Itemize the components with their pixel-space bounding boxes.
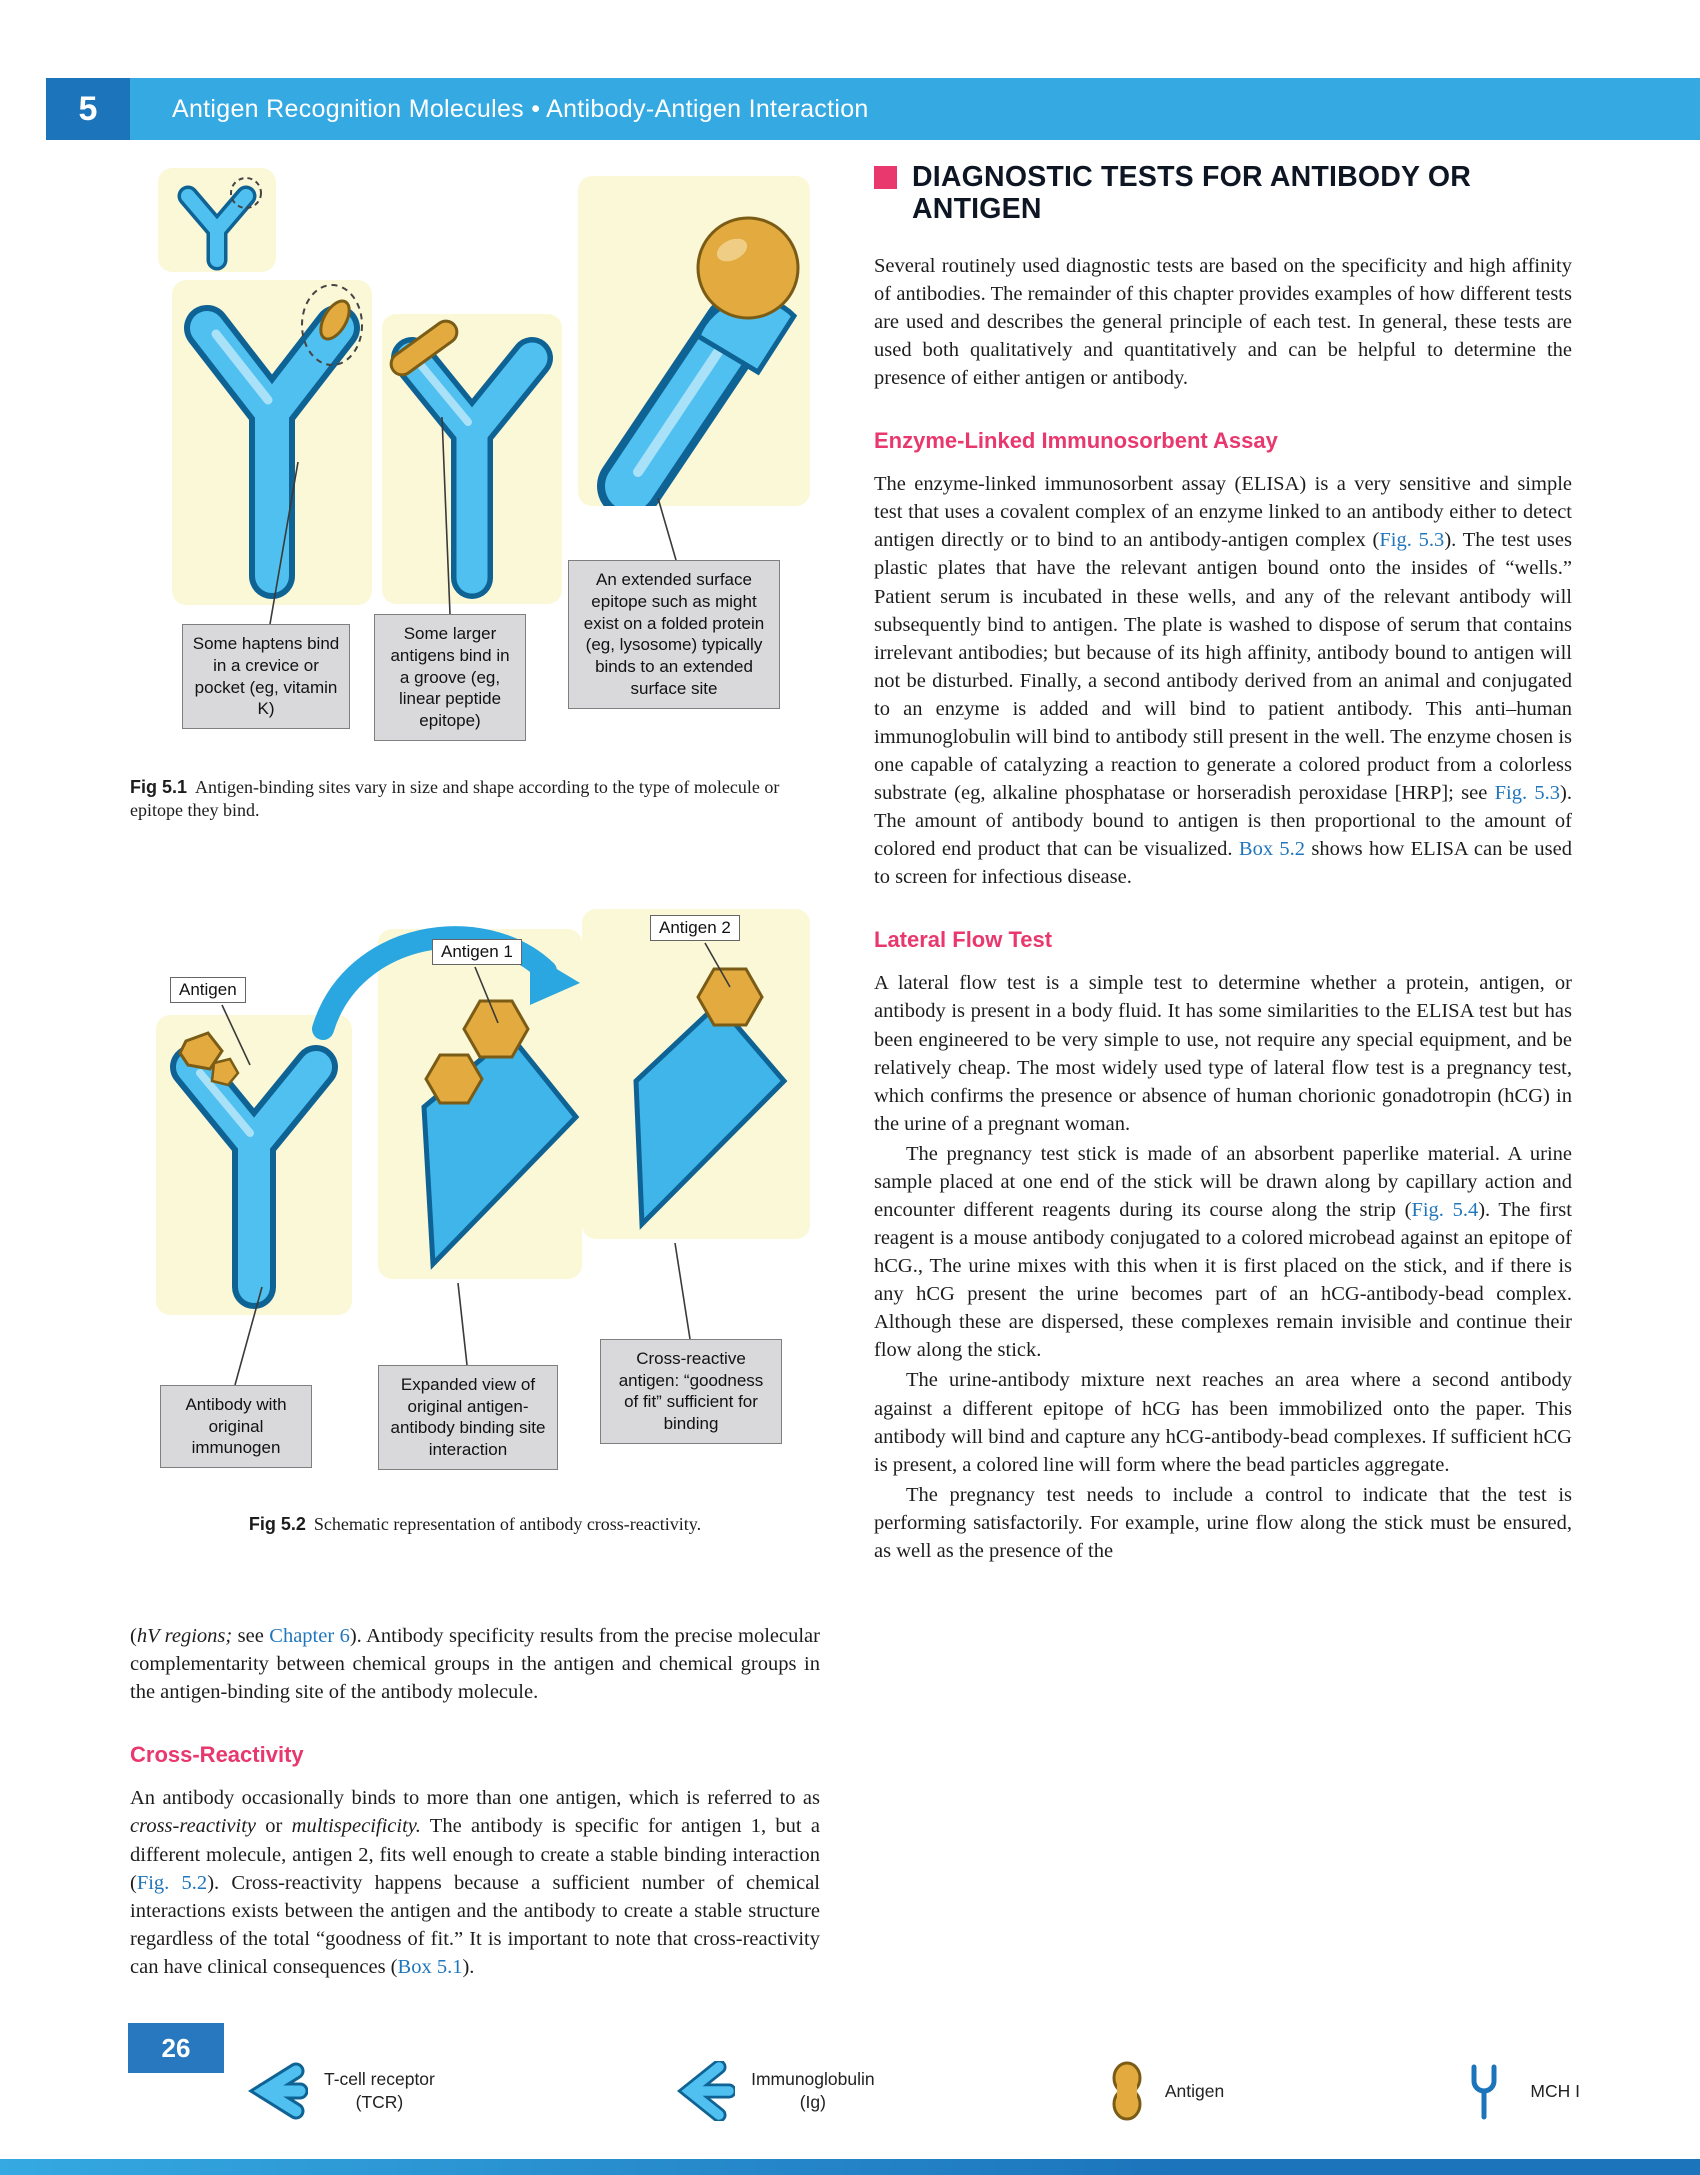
cross-reference-link[interactable]: Box 5.1 <box>397 1955 463 1978</box>
antibody-binding-site-shape <box>636 1004 784 1224</box>
chapter-number-box <box>46 78 130 140</box>
legend-label-line: Antigen <box>1164 2080 1225 2101</box>
small-antibody-illustration <box>158 168 276 272</box>
antibody-surface-illustration <box>578 176 810 506</box>
fig2-panel-original <box>156 1015 352 1315</box>
text-segment: The enzyme-linked immunosorbent assay (ELISA) is a very sensitive and simple test that uses a covalent complex of an enzyme linked to an antibody either to detect antigen directly or to bind to an antibody-antigen complex ( <box>874 473 1572 552</box>
content-columns <box>130 162 1572 1981</box>
fig2-antigen1-label: Antigen 1 <box>432 939 522 965</box>
legend-item-tcr <box>238 2061 435 2121</box>
text-segment: ). The first reagent is a mouse antibody conjugated to a colored microbead against an epitope of hCG., The urine mixes with this when it is first placed on the stick, and if there is any hCG present the urine becomes part of an hCG-antibody-bead complex. Although these are dispersed, these complexes remain invisible and continue their flow along the stick. <box>874 1199 1572 1362</box>
text-segment: The pregnancy test stick is made of an absorbent paperlike material. A urine sample placed at one end of the stick will be drawn along by capillary action and encounter different reagents during its course along the strip ( <box>874 1142 1572 1221</box>
antigen2-hexagon <box>698 969 762 1025</box>
legend-label-line: MCH I <box>1530 2080 1580 2101</box>
footer-legend <box>238 2043 1580 2139</box>
text-segment: multispecificity. <box>291 1815 421 1838</box>
heading-square-bullet-icon <box>874 166 897 189</box>
fig1-label-haptens: Some haptens bind in a crevice or pocket (eg, vitamin K) <box>182 624 350 729</box>
paragraph-lateral-1: A lateral flow test is a simple test to determine whether a protein, antigen, or antibody is present in a body fluid. It has some similarities to the ELISA test but has been engineered to be very simple to use, not require any special equipment, and be relatively cheap. The most widely used type of lateral flow test is a pregnancy test, which confirms the presence or absence of human chorionic gonadotropin (hCG) in the urine of a pregnant woman. <box>874 972 1572 1135</box>
legend-label-line: Immunoglobulin <box>751 2069 875 2090</box>
folded-protein-sphere <box>698 218 798 318</box>
legend-label-mhc <box>1530 2080 1580 2103</box>
page-number: 26 <box>161 2032 191 2063</box>
fig2-caption <box>130 1513 820 1536</box>
paragraph-lateral-2 <box>874 1140 1572 1365</box>
immunoglobulin-icon <box>665 2061 735 2121</box>
fig1-label-surface: An extended surface epitope such as might exist on a folded protein (eg, lysosome) typically binds to an extended surface site <box>568 560 780 709</box>
text-segment: ( <box>130 1625 137 1648</box>
paragraph-hv-regions <box>130 1622 820 1706</box>
antibody-original-illustration <box>156 1015 352 1315</box>
text-segment: ). Antibody specificity results from the precise molecular complementarity between chemical groups in the antigen and chemical groups in the antigen-binding site of the antibody molecule. <box>130 1625 820 1704</box>
diagnostic-tests-heading-text: DIAGNOSTIC TESTS FOR ANTIBODY OR ANTIGEN <box>912 161 1472 225</box>
fig2-caption-label: Fig 5.2 <box>248 1513 306 1534</box>
right-column <box>874 162 1572 1981</box>
text-segment: shows how ELISA can be used to screen for infectious disease. <box>874 838 1572 889</box>
tcr-icon <box>238 2061 308 2121</box>
fig1-panel-groove <box>382 314 562 604</box>
antibody-hapten-illustration <box>172 280 372 605</box>
zoom-arrow <box>298 901 588 1041</box>
figure-5-1 <box>130 162 820 762</box>
fig2-label-antibody-original: Antibody with original immunogen <box>160 1385 312 1468</box>
text-segment: An antibody occasionally binds to more than one antigen, which is referred to as <box>130 1787 820 1810</box>
paragraph-lateral-4: The pregnancy test needs to include a control to indicate that the test is performing satisfactorily. For example, urine flow along the stick must be ensured, as well as the presence of the <box>874 1483 1572 1562</box>
paragraph-elisa <box>874 470 1572 891</box>
fig1-panel-surface <box>578 176 810 506</box>
cross-reactivity-heading: Cross-Reactivity <box>130 1742 304 1768</box>
paragraph-diagnostic-intro: Several routinely used diagnostic tests are based on the specificity and high affinity of antibodies. The remainder of this chapter provides examples of how different tests are used and describes the general principle of each test. In general, these tests are used both qualitatively and quantitatively and can be helpful to determine the presence of either antigen or antibody. <box>874 254 1572 390</box>
antigen1-hexagon-2 <box>426 1055 482 1103</box>
cross-reference-link[interactable]: Chapter 6 <box>269 1625 350 1648</box>
legend-item-immunoglobulin <box>665 2061 875 2121</box>
figure-5-2 <box>130 887 820 1499</box>
left-text-block <box>130 1622 820 1981</box>
lateral-flow-heading: Lateral Flow Test <box>874 927 1053 953</box>
text-segment: ). Cross-reactivity happens because a sufficient number of chemical interactions exists between the antigen and the antibody to create a stable structure regardless of the total “goodness of fit.” It is important to note that cross-reactivity can have clinical consequences ( <box>130 1871 820 1978</box>
fig1-small-panel <box>158 168 276 272</box>
text-segment: The antibody is specific for antigen 1, but a different molecule, antigen 2, fits well enough to create a stable binding interaction ( <box>130 1815 820 1894</box>
legend-label-antigen <box>1165 2080 1224 2103</box>
cross-reference-link[interactable]: Fig. 5.2 <box>136 1871 208 1894</box>
text-segment: see <box>232 1625 270 1648</box>
cross-reference-link[interactable]: Fig. 5.3 <box>1494 782 1561 805</box>
legend-label-line: (Ig) <box>799 2092 826 2112</box>
elisa-heading: Enzyme-Linked Immunosorbent Assay <box>874 428 1278 454</box>
legend-item-antigen <box>1105 2059 1224 2123</box>
fig1-caption <box>130 776 820 823</box>
text-segment: cross-reactivity <box>130 1815 256 1838</box>
text-segment: ). The test uses plastic plates that have the relevant antigen bound onto the insides of “wells.” Patient serum is incubated in these wells, and any of the relevant antibody will subsequently bind to antigen. The plate is washed to dispose of serum that contains irrelevant antibodies; but because of its high affinity, antibody bound to antigen will not be disturbed. Finally, a second antibody derived from an animal and conjugated to an enzyme is added and will bind to patient antibody. This anti–human immunoglobulin will bind to antibody still present in the well. The enzyme chosen is one capable of catalyzing a reaction to generate a colored product from a colorless substrate (eg, alkaline phosphatase or horseradish peroxidase [HRP]; see <box>874 529 1572 805</box>
paragraph-cross-reactivity <box>130 1784 820 1981</box>
header-bar <box>130 78 1700 140</box>
fig2-label-crossreactive: Cross-reactive antigen: “goodness of fit” sufficient for binding <box>600 1339 782 1444</box>
bottom-bar <box>0 2159 1700 2175</box>
text-segment: hV regions; <box>136 1625 233 1648</box>
header-title: Antigen Recognition Molecules • Antibody-Antigen Interaction <box>172 94 869 123</box>
fig1-caption-label: Fig 5.1 <box>130 777 188 797</box>
page-number-box <box>128 2023 224 2073</box>
crossreactive-binding-illustration <box>582 909 810 1239</box>
text-segment: ). <box>462 1955 475 1978</box>
chapter-number: 5 <box>78 89 98 128</box>
text-segment: ). The amount of antibody bound to antigen is then proportional to the amount of colored end product that can be visualized. <box>874 782 1572 861</box>
fig1-label-groove: Some larger antigens bind in a groove (eg, linear peptide epitope) <box>374 614 526 741</box>
legend-label-line: T-cell receptor <box>324 2069 435 2090</box>
cross-reference-link[interactable]: Box 5.2 <box>1238 838 1306 861</box>
fig2-label-expanded: Expanded view of original antigen-antibody binding site interaction <box>378 1365 558 1470</box>
legend-item-mhc <box>1454 2059 1580 2123</box>
legend-label-immunoglobulin <box>751 2068 875 2114</box>
legend-label-tcr <box>324 2068 435 2114</box>
antigen-icon <box>1105 2059 1149 2123</box>
diagnostic-tests-heading <box>874 162 1572 226</box>
text-segment: or <box>256 1815 292 1838</box>
page-footer <box>0 2017 1700 2175</box>
fig2-antigen-label: Antigen <box>170 977 246 1003</box>
page-header <box>46 78 1700 140</box>
legend-label-line: (TCR) <box>355 2092 404 2112</box>
fig1-panel-crevice <box>172 280 372 605</box>
antibody-groove-illustration <box>382 314 562 604</box>
left-column <box>130 162 820 1981</box>
curved-arrow-icon <box>298 901 588 1041</box>
cross-reference-link[interactable]: Fig. 5.4 <box>1411 1199 1479 1221</box>
fig2-antigen2-label: Antigen 2 <box>650 915 740 941</box>
fig2-panel-crossreactive <box>582 909 810 1239</box>
cross-reference-link[interactable]: Fig. 5.3 <box>1379 529 1445 552</box>
antigen-shape-small <box>212 1059 238 1085</box>
fig1-caption-text: Antigen-binding sites vary in size and shape according to the type of molecule or epitope they bind. <box>130 777 780 821</box>
paragraph-lateral-3: The urine-antibody mixture next reaches an area where a second antibody against a different epitope of hCG has been immobilized onto the paper. This antibody will bind and capture any hCG-antibody-bead complexes. If sufficient hCG is present, a colored line will form where the bead particles aggregate. <box>874 1369 1572 1476</box>
mhc-icon <box>1454 2059 1514 2123</box>
fig2-caption-text: Schematic representation of antibody cross-reactivity. <box>313 1513 702 1534</box>
